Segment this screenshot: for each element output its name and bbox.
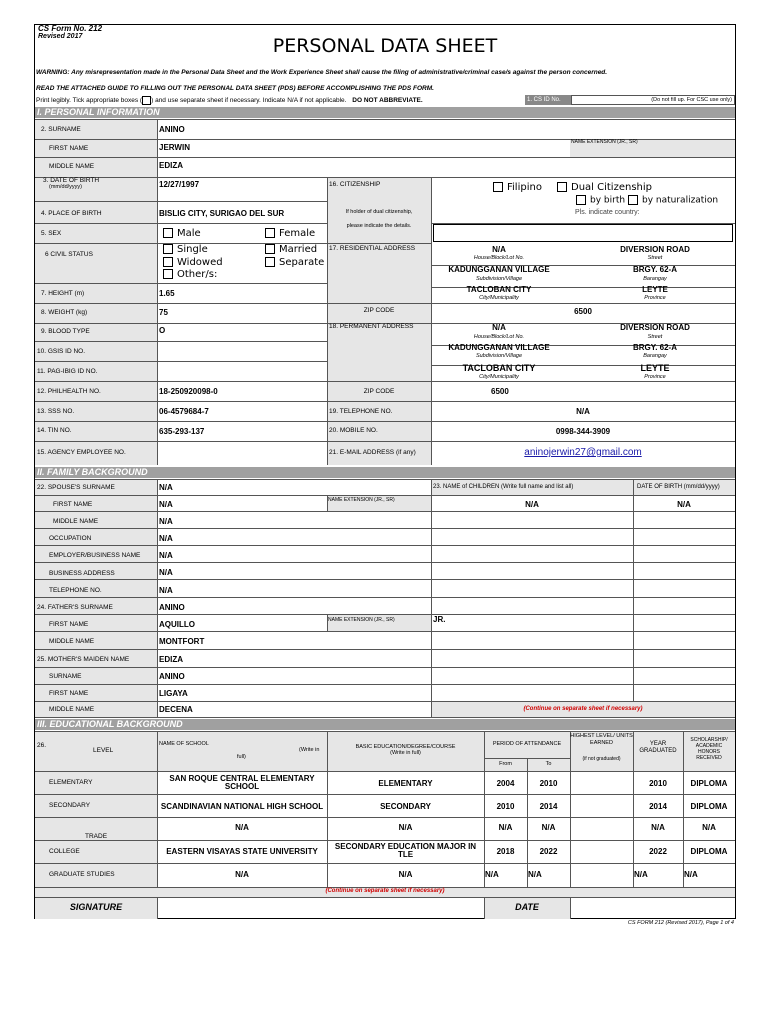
- philhealth-value[interactable]: 18-250920098-0: [159, 387, 218, 396]
- name-ext-label: NAME EXTENSION (JR., SR): [571, 139, 638, 145]
- edu-college-to[interactable]: 2022: [539, 847, 558, 856]
- sex-male-option[interactable]: Male: [163, 228, 201, 239]
- spouse-first-label: FIRST NAME: [53, 501, 93, 508]
- dob-label: 3. DATE OF BIRTH: [43, 177, 100, 184]
- edu-secondary-year[interactable]: 2014: [649, 802, 667, 811]
- edu-trade-to[interactable]: N/A: [541, 823, 556, 832]
- edu-to-header: To: [545, 761, 552, 767]
- tin-value[interactable]: 635-293-137: [159, 427, 205, 436]
- mobile-value[interactable]: 0998-344-3909: [555, 427, 611, 436]
- mobile-label: 20. MOBILE NO.: [329, 427, 378, 434]
- mother-middle-label: MIDDLE NAME: [49, 706, 95, 713]
- residential-address-label: 17. RESIDENTIAL ADDRESS: [329, 245, 416, 252]
- citizenship-dual-option[interactable]: Dual Citizenship: [557, 182, 652, 193]
- spouse-middle-label: MIDDLE NAME: [53, 518, 99, 525]
- blood-type-label: 9. BLOOD TYPE: [41, 328, 90, 335]
- first-name-value[interactable]: JERWIN: [159, 143, 190, 152]
- edu-highest-header: HIGHEST LEVEL/ UNITS EARNED: [570, 733, 633, 746]
- edu-graduate-year[interactable]: N/A: [634, 870, 648, 879]
- res-subdivision-sub: Subdivision/Village: [475, 276, 523, 282]
- middle-name-label: MIDDLE NAME: [49, 163, 95, 170]
- edu-graduate-from[interactable]: N/A: [485, 870, 499, 879]
- section-personal-header: I. PERSONAL INFORMATION: [35, 107, 735, 118]
- res-house-value[interactable]: N/A: [492, 245, 506, 254]
- mother-middle-value[interactable]: DECENA: [159, 705, 193, 714]
- checkbox-icon[interactable]: [163, 257, 173, 267]
- date-label: DATE: [515, 902, 539, 912]
- mother-maiden-value[interactable]: EDIZA: [159, 655, 183, 664]
- civil-status-label: 6 CIVIL STATUS: [45, 251, 93, 258]
- res-barangay-sub: Barangay: [643, 276, 667, 282]
- res-city-value[interactable]: TACLOBAN CITY: [466, 285, 532, 294]
- dual-citizenship-country-field[interactable]: [433, 224, 733, 242]
- section-education-header: III. EDUCATIONAL BACKGROUND: [35, 719, 735, 730]
- cs-id-field[interactable]: (Do not fill up. For CSC use only): [571, 95, 735, 105]
- occupation-value[interactable]: N/A: [159, 534, 173, 543]
- height-value[interactable]: 1.65: [159, 289, 175, 298]
- father-ext-label: NAME EXTENSION (JR., SR): [328, 617, 395, 623]
- blood-type-value[interactable]: O: [159, 326, 166, 335]
- checkbox-icon[interactable]: [557, 182, 567, 192]
- edu-elementary-to[interactable]: 2010: [539, 779, 558, 788]
- mother-surname-label: SURNAME: [49, 673, 82, 680]
- edu-highest-note: (if not graduated): [582, 756, 621, 762]
- res-street-sub: Street: [647, 255, 663, 261]
- edu-trade-school[interactable]: N/A: [235, 823, 249, 832]
- middle-name-value[interactable]: EDIZA: [159, 161, 183, 170]
- edu-graduate-to[interactable]: N/A: [528, 870, 542, 879]
- father-surname-value[interactable]: ANINO: [159, 603, 185, 612]
- edu-trade-honors[interactable]: N/A: [702, 823, 716, 832]
- edu-elementary-year[interactable]: 2010: [649, 779, 667, 788]
- mother-surname-value[interactable]: ANINO: [159, 672, 185, 681]
- perm-street-value[interactable]: DIVERSION ROAD: [620, 323, 690, 332]
- mother-first-label: FIRST NAME: [49, 690, 89, 697]
- sex-female-option[interactable]: Female: [265, 228, 315, 239]
- civil-widowed-option[interactable]: Widowed: [163, 257, 223, 268]
- business-address-label: BUSINESS ADDRESS: [49, 570, 115, 577]
- edu-elementary-course[interactable]: ELEMENTARY: [378, 779, 433, 788]
- edu-num-label: 26.: [37, 742, 47, 749]
- res-province-value[interactable]: LEYTE: [642, 285, 668, 294]
- section-family-header: II. FAMILY BACKGROUND: [35, 467, 735, 478]
- dob-format: (mm/dd/yyyy): [49, 184, 82, 190]
- res-subdivision-value[interactable]: KADUNGGANAN VILLAGE: [448, 265, 550, 274]
- father-surname-label: 24. FATHER'S SURNAME: [37, 604, 113, 611]
- edu-elementary-school[interactable]: SAN ROQUE CENTRAL ELEMENTARY SCHOOL: [169, 774, 315, 791]
- family-label-column: [35, 479, 157, 717]
- perm-subdivision-sub: Subdivision/Village: [475, 353, 523, 359]
- tin-label: 14. TIN NO.: [37, 427, 72, 434]
- form-revised: Revised 2017: [38, 33, 83, 40]
- edu-level-header: LEVEL: [93, 747, 114, 754]
- indicate-country-text: Pls. indicate country:: [575, 209, 640, 216]
- edu-college-school[interactable]: EASTERN VISAYAS STATE UNIVERSITY: [166, 847, 318, 856]
- checkbox-icon[interactable]: [628, 195, 638, 205]
- citizenship-note-1: If holder of dual citizenship,: [345, 209, 413, 215]
- res-zip-label: ZIP CODE: [363, 307, 395, 314]
- checkbox-icon[interactable]: [265, 257, 275, 267]
- perm-zip-label: ZIP CODE: [363, 388, 395, 395]
- res-street-value[interactable]: DIVERSION ROAD: [620, 245, 690, 254]
- edu-secondary-to[interactable]: 2014: [539, 802, 558, 811]
- sss-value[interactable]: 06-4579684-7: [159, 407, 209, 416]
- spouse-first-value[interactable]: N/A: [159, 500, 173, 509]
- first-name-label: FIRST NAME: [49, 145, 89, 152]
- father-middle-value[interactable]: MONTFORT: [159, 637, 205, 646]
- spouse-telephone-value[interactable]: N/A: [159, 586, 173, 595]
- edu-college-course[interactable]: SECONDARY EDUCATION MAJOR IN TLE: [334, 842, 477, 859]
- civil-married-option[interactable]: Married: [265, 244, 317, 255]
- father-first-label: FIRST NAME: [49, 621, 89, 628]
- citizenship-by-birth-option[interactable]: by birth: [576, 195, 625, 206]
- spouse-surname-value[interactable]: N/A: [159, 483, 173, 492]
- edu-year-header: YEAR GRADUATED: [639, 741, 677, 754]
- children-name-header: 23. NAME of CHILDREN (Write full name and list all): [433, 484, 574, 490]
- perm-street-sub: Street: [647, 334, 663, 340]
- civil-separated-option[interactable]: Separate: [265, 257, 324, 268]
- sss-label: 13. SSS NO.: [37, 408, 75, 415]
- edu-continue-note: (Continue on separate sheet if necessary): [325, 888, 445, 894]
- edu-school-header-full: full): [237, 754, 246, 760]
- edu-graduate-school[interactable]: N/A: [235, 870, 249, 879]
- edu-graduate-level: GRADUATE STUDIES: [49, 871, 115, 878]
- weight-label: 8. WEIGHT (kg): [41, 309, 88, 316]
- perm-city-sub: City/Municipality: [479, 374, 519, 380]
- edu-college-year[interactable]: 2022: [649, 847, 667, 856]
- edu-secondary-from[interactable]: 2010: [496, 802, 515, 811]
- footer-form-page: CS FORM 212 (Revised 2017), Page 1 of 4: [627, 920, 734, 926]
- pob-label: 4. PLACE OF BIRTH: [41, 210, 102, 217]
- edu-graduate-course[interactable]: N/A: [398, 870, 413, 879]
- civil-other-option[interactable]: Other/s:: [163, 269, 217, 280]
- date-field[interactable]: [571, 898, 734, 918]
- edu-course-header-write: (Write in full): [390, 750, 421, 756]
- pob-value[interactable]: BISLIG CITY, SURIGAO DEL SUR: [159, 209, 285, 218]
- checkbox-icon[interactable]: [163, 244, 173, 254]
- edu-from-header: From: [499, 761, 512, 767]
- edu-elementary-honors[interactable]: DIPLOMA: [690, 779, 728, 788]
- civil-single-option[interactable]: Single: [163, 244, 208, 255]
- page-title: PERSONAL DATA SHEET: [272, 35, 498, 57]
- agency-label: 15. AGENCY EMPLOYEE NO.: [37, 449, 126, 456]
- perm-province-value[interactable]: LEYTE: [640, 363, 670, 373]
- philhealth-label: 12. PHILHEALTH NO.: [37, 388, 101, 395]
- child-dob-value[interactable]: N/A: [677, 500, 691, 509]
- edu-trade-from[interactable]: N/A: [498, 823, 513, 832]
- edu-college-honors[interactable]: DIPLOMA: [690, 847, 728, 856]
- checkbox-icon[interactable]: [163, 269, 173, 279]
- res-zip-value[interactable]: 6500: [574, 307, 592, 316]
- children-continue-note: (Continue on separate sheet if necessary): [523, 706, 643, 712]
- checkbox-icon[interactable]: [493, 182, 503, 192]
- edu-honors-header: SCHOLARSHIP/ ACADEMIC HONORS RECEIVED: [690, 737, 728, 761]
- surname-label: 2. SURNAME: [41, 126, 81, 133]
- spouse-middle-value[interactable]: N/A: [159, 517, 173, 526]
- edu-secondary-honors[interactable]: DIPLOMA: [690, 802, 728, 811]
- res-city-sub: City/Municipality: [479, 295, 519, 301]
- edu-college-level: COLLEGE: [49, 848, 80, 855]
- res-house-sub: House/Block/Lot No.: [473, 255, 525, 261]
- father-ext-value[interactable]: JR.: [433, 615, 446, 624]
- perm-house-sub: House/Block/Lot No.: [473, 334, 525, 340]
- edu-period-header: PERIOD OF ATTENDANCE: [492, 741, 562, 747]
- weight-value[interactable]: 75: [159, 308, 168, 317]
- dob-value[interactable]: 12/27/1997: [159, 180, 200, 189]
- citizenship-naturalization-option[interactable]: by naturalization: [628, 195, 718, 206]
- citizenship-label: 16. CITIZENSHIP: [329, 181, 381, 188]
- father-first-value[interactable]: AQUILLO: [159, 620, 195, 629]
- spouse-telephone-label: TELEPHONE NO.: [49, 587, 102, 594]
- print-legibly-text: Print legibly. Tick appropriate boxes ( ) and use separate sheet if necessary. Indicate N/A if not applicable. DO NOT ABBREVIATE.: [36, 97, 423, 105]
- father-middle-label: MIDDLE NAME: [49, 638, 95, 645]
- checkbox-icon[interactable]: [265, 244, 275, 254]
- perm-subdivision-value[interactable]: KADUNGGANAN VILLAGE: [448, 343, 550, 352]
- gsis-label: 10. GSIS ID NO.: [37, 348, 86, 355]
- email-link[interactable]: aninojerwin27@gmail.com: [524, 447, 642, 458]
- perm-city-value[interactable]: TACLOBAN CITY: [462, 363, 536, 373]
- pds-sheet: [34, 24, 736, 919]
- edu-trade-course[interactable]: N/A: [398, 823, 413, 832]
- perm-barangay-sub: Barangay: [643, 353, 667, 359]
- res-province-sub: Province: [644, 295, 666, 301]
- pagibig-label: 11. PAG-IBIG ID NO.: [37, 368, 98, 375]
- telephone-label: 19. TELEPHONE NO.: [329, 408, 393, 415]
- checkbox-icon[interactable]: [576, 195, 586, 205]
- edu-school-header: NAME OF SCHOOL: [159, 741, 209, 747]
- citizenship-filipino-option[interactable]: Filipino: [493, 182, 542, 193]
- edu-trade-year[interactable]: N/A: [651, 823, 665, 832]
- height-label: 7. HEIGHT (m): [41, 290, 85, 297]
- occupation-label: OCCUPATION: [49, 535, 92, 542]
- edu-college-from[interactable]: 2018: [496, 847, 515, 856]
- permanent-address-label: 18. PERMANENT ADDRESS: [329, 323, 414, 330]
- signature-field[interactable]: [158, 898, 483, 918]
- employer-value[interactable]: N/A: [159, 551, 173, 560]
- edu-graduate-honors[interactable]: N/A: [684, 870, 698, 879]
- checkbox-icon[interactable]: [163, 228, 173, 238]
- sex-label: 5. SEX: [41, 230, 62, 237]
- edu-elementary-level: ELEMENTARY: [49, 779, 93, 786]
- email-label: 21. E-MAIL ADDRESS (if any): [329, 449, 416, 456]
- perm-barangay-value[interactable]: BRGY. 62-A: [632, 343, 677, 352]
- child-name-value[interactable]: N/A: [525, 500, 539, 509]
- perm-zip-value[interactable]: 6500: [491, 387, 509, 396]
- edu-course-header: BASIC EDUCATION/DEGREE/COURSE: [355, 744, 456, 750]
- perm-house-value[interactable]: N/A: [492, 323, 506, 332]
- spouse-surname-label: 22. SPOUSE'S SURNAME: [37, 484, 115, 491]
- edu-secondary-school[interactable]: SCANDINAVIAN NATIONAL HIGH SCHOOL: [160, 802, 324, 811]
- telephone-value[interactable]: N/A: [576, 407, 590, 416]
- citizenship-note-2: please indicate the details.: [346, 223, 412, 229]
- tick-sample-icon: [142, 96, 151, 105]
- mother-maiden-label: 25. MOTHER'S MAIDEN NAME: [37, 656, 130, 663]
- edu-secondary-level: SECONDARY: [49, 802, 91, 809]
- checkbox-icon[interactable]: [265, 228, 275, 238]
- signature-label: SIGNATURE: [69, 902, 123, 912]
- res-barangay-value[interactable]: BRGY. 62-A: [632, 265, 677, 274]
- mother-first-value[interactable]: LIGAYA: [159, 689, 188, 698]
- spouse-ext-label: NAME EXTENSION (JR., SR): [328, 497, 395, 503]
- edu-trade-level: TRADE: [85, 833, 108, 839]
- edu-school-header-write: (Write in: [299, 747, 320, 753]
- read-guide-text: READ THE ATTACHED GUIDE TO FILLING OUT THE PERSONAL DATA SHEET (PDS) BEFORE ACCOMPLISHING THE PDS FORM.: [36, 85, 434, 92]
- business-address-value[interactable]: N/A: [159, 568, 173, 577]
- children-dob-header: DATE OF BIRTH (mm/dd/yyyy): [637, 484, 720, 490]
- edu-secondary-course[interactable]: SECONDARY: [380, 802, 431, 811]
- warning-text: WARNING: Any misrepresentation made in the Personal Data Sheet and the Work Experience Sheet shall cause the filing of administrative/criminal case/s against the person concerned.: [36, 69, 608, 76]
- perm-province-sub: Province: [644, 374, 666, 380]
- edu-elementary-from[interactable]: 2004: [496, 779, 515, 788]
- cs-id-label: 1. CS ID No.: [525, 95, 571, 105]
- surname-value[interactable]: ANINO: [159, 125, 185, 134]
- employer-label: EMPLOYER/BUSINESS NAME: [49, 552, 141, 559]
- education-level-column: [35, 771, 157, 887]
- form-number: CS Form No. 212: [38, 24, 103, 33]
